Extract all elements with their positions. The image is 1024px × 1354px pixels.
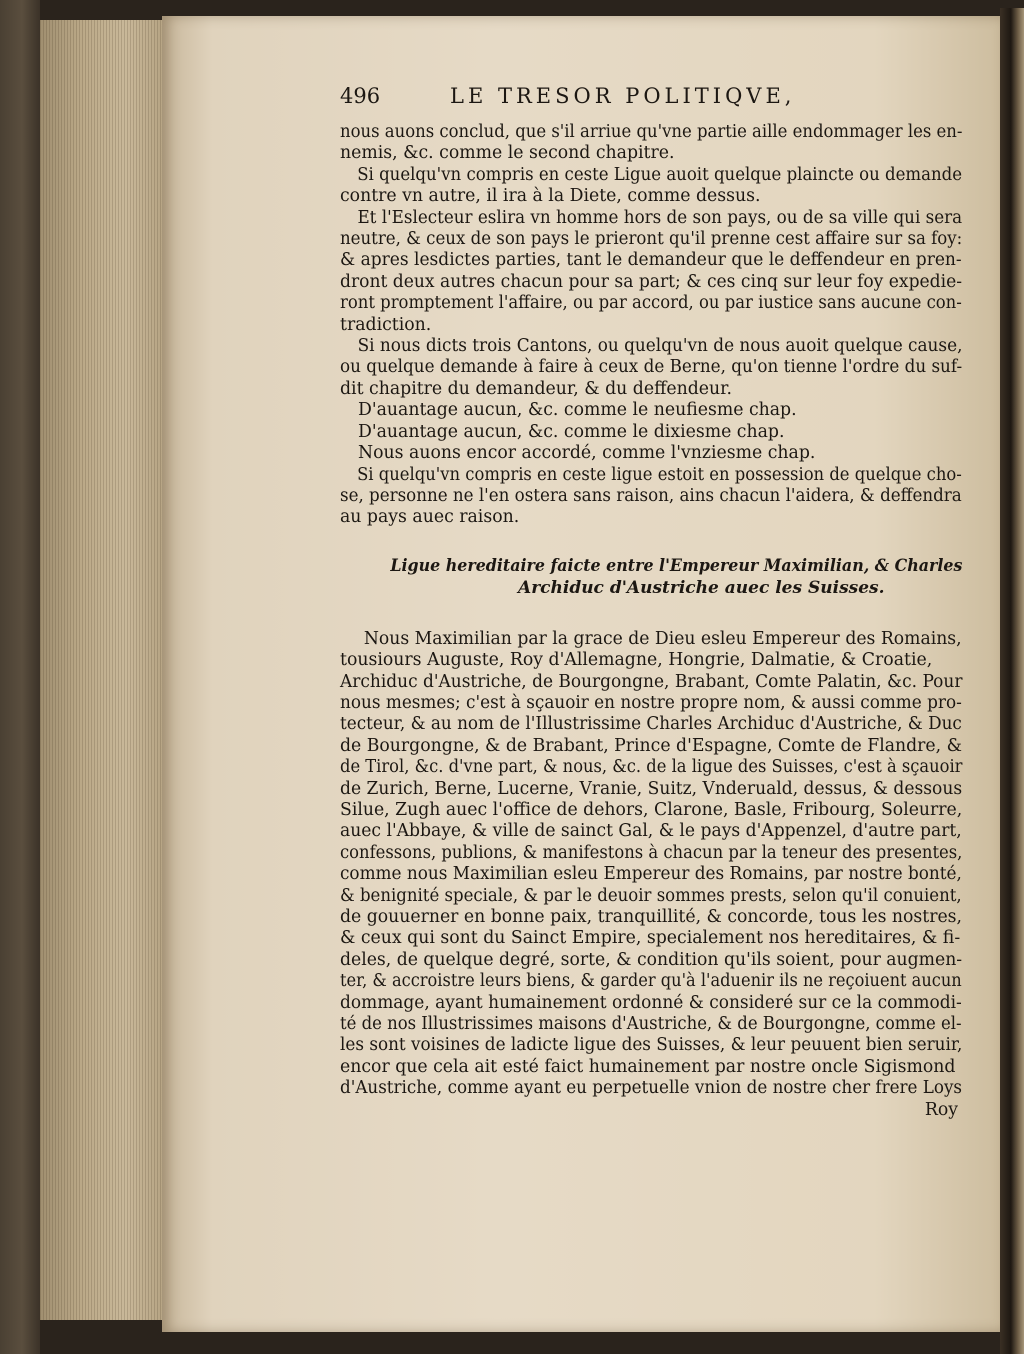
text-line: nous auons conclud, que s'il arriue qu'vne partie aille endommager les en- [340,122,963,142]
paragraph [340,165,962,208]
catchword: Roy [924,1099,958,1120]
text-line: & ceux qui sont du Sainct Empire, specialement nos hereditaires, & fi- [340,928,961,949]
text-line: ront promptement l'affaire, ou par accord, ou par iustice sans aucune con- [340,293,962,314]
text-line: au pays auec raison. [340,507,520,528]
text-line: ter, & accroistre leurs biens, & garder qu'à l'aduenir ils ne reçoiuent aucun [340,971,962,992]
running-head: LE TRESOR POLITIQVE, [450,84,796,108]
text-line: auec l'Abbaye, & ville de sainct Gal, & le pays d'Appenzel, d'autre part, [340,821,962,842]
text-line: Si nous dicts trois Cantons, ou quelqu'vn de nous auoit quelque cause, [357,336,963,357]
text-line: dront deux autres chacun pour sa part; & ces cinq sur leur foy expedie- [340,271,963,292]
paragraph [340,336,962,400]
text-line: se, personne ne l'en ostera sans raison, ains chacun l'aidera, & deffendra [340,485,962,506]
paragraph [340,465,962,529]
text-line: D'auantage aucun, &c. comme le neufiesme chap. [358,400,797,421]
text-line: comme nous Maximilian esleu Empereur des Romains, par nostre bonté, [340,864,962,885]
text-line: tousiours Auguste, Roy d'Allemagne, Hongrie, Dalmatie, & Croatie, [340,650,933,671]
text-line: Si quelqu'vn compris en ceste Ligue auoit quelque plaincte ou demande [357,164,962,185]
text-line: deles, de quelque degré, sorte, & condition qu'ils soient, pour augmen- [340,949,963,970]
section-title-line: Ligue hereditaire faicte entre l'Empereur Maximilian, & Charles [390,555,963,576]
text-line: de Zurich, Berne, Lucerne, Vranie, Suitz, Vnderuald, dessus, & dessous [340,778,963,799]
text-line: contre vn autre, il ira à la Diete, comme dessus. [340,186,761,207]
book-cover-board [0,0,40,1354]
text-line: tradiction. [340,314,432,335]
text-line: & apres lesdictes parties, tant le demandeur que le deffendeur en pren- [340,250,962,271]
text-line: & benignité speciale, & par le deuoir sommes prests, selon qu'il conuient, [340,885,962,906]
page-text [340,86,962,1121]
page-header [340,86,962,122]
text-line: nous mesmes; c'est à sçauoir en nostre propre nom, & aussi comme pro- [340,692,962,713]
text-line: té de nos Illustrissimes maisons d'Austriche, & de Bourgongne, comme el- [340,1014,962,1035]
paragraph [340,629,962,1100]
paragraph [340,122,962,165]
section-title-line: Archiduc d'Austriche auec les Suisses. [518,577,885,598]
page-number: 496 [340,84,381,108]
text-line: Si quelqu'vn compris en ceste ligue estoit en possession de quelque cho- [357,464,962,485]
text-line: Archiduc d'Austriche, de Bourgongne, Brabant, Comte Palatin, &c. Pour [340,671,963,692]
text-line: dit chapitre du demandeur, & du deffendeur. [340,378,732,399]
text-line: Et l'Eslecteur eslira vn homme hors de son pays, ou de sa ville qui sera [357,207,963,228]
section-title [340,555,962,599]
text-line: neutre, & ceux de son pays le prieront qu'il prenne cest affaire sur sa foy: [340,229,963,250]
text-line: les sont voisines de ladicte ligue des Suisses, & leur peuuent bien seruir, [340,1035,963,1056]
paragraph [340,208,962,336]
text-line: nemis, &c. comme le second chapitre. [340,143,675,164]
text-line: tecteur, & au nom de l'Illustrissime Charles Archiduc d'Austriche, & Duc [340,714,962,735]
text-line: de Tirol, &c. d'vne part, & nous, &c. de la ligue des Suisses, c'est à sçauoir [340,757,963,778]
text-line: de gouuerner en bonne paix, tranquillité, & concorde, tous les nostres, [340,907,963,927]
text-line: Nous Maximilian par la grace de Dieu esleu Empereur des Romains, [363,628,962,649]
text-line: D'auantage aucun, &c. comme le dixiesme chap. [358,421,785,442]
page-fore-edge [40,20,164,1320]
book-gutter [1000,8,1024,1354]
text-line: ou quelque demande à faire à ceux de Berne, qu'on tienne l'ordre du suf- [340,357,963,378]
text-line: de Bourgongne, & de Brabant, Prince d'Espagne, Comte de Flandre, & [340,735,962,756]
text-line: encor que cela ait esté faict humainement par nostre oncle Sigismond [340,1056,956,1077]
text-line: confessons, publions, & manifestons à chacun par la teneur des presentes, [340,842,963,863]
text-line: d'Austriche, comme ayant eu perpetuelle vnion de nostre cher frere Loys [340,1078,963,1099]
text-line: Silue, Zugh auec l'office de dehors, Clarone, Basle, Fribourg, Soleurre, [340,799,963,820]
text-line: Nous auons encor accordé, comme l'vnziesme chap. [358,443,816,464]
text-line: dommage, ayant humainement ordonné & consideré sur ce la commodi- [340,992,962,1013]
